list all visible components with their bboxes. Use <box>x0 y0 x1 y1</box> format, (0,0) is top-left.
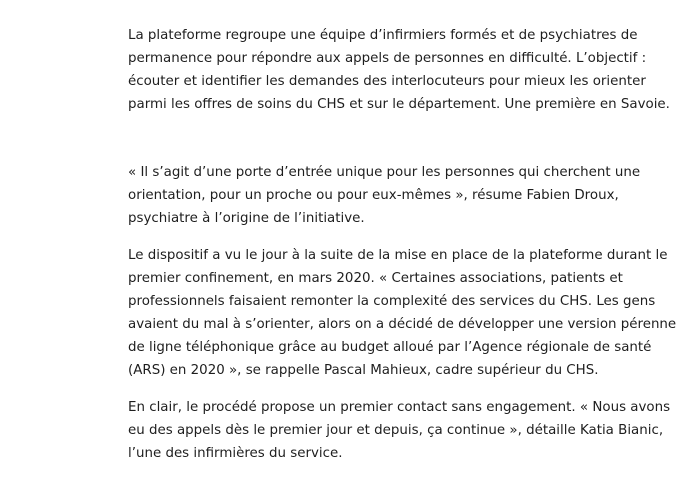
text-line: Le dispositif a vu le jour à la suite de la mise en place de la plateforme durant le <box>128 248 668 263</box>
text-line: psychiatre à l’origine de l’initiative. <box>128 211 365 226</box>
text-line: (ARS) en 2020 », se rappelle Pascal Mahieux, cadre supérieur du CHS. <box>128 363 599 378</box>
text-line: permanence pour répondre aux appels de personnes en difficulté. L’objectif : <box>128 51 647 66</box>
text-line: En clair, le procédé propose un premier contact sans engagement. « Nous avons <box>128 400 671 415</box>
text-line: « Il s’agit d’une porte d’entrée unique pour les personnes qui cherchent une <box>128 165 641 180</box>
text-line: premier confinement, en mars 2020. « Certaines associations, patients et <box>128 271 623 286</box>
paragraph-platform-description <box>128 24 670 116</box>
text-line: La plateforme regroupe une équipe d’infirmiers formés et de psychiatres de <box>128 28 638 43</box>
text-line: écouter et identifier les demandes des interlocuteurs pour mieux les orienter <box>128 74 646 89</box>
text-line: parmi les offres de soins du CHS et sur le département. Une première en Savoie. <box>128 97 670 112</box>
paragraph-mahieux-quote <box>128 244 676 382</box>
text-line: avaient du mal à s’orienter, alors on a décidé de développer une version pérenne <box>128 317 677 332</box>
text-line: orientation, pour un proche ou pour eux-mêmes », résume Fabien Droux, <box>128 188 619 203</box>
text-line: eu des appels dès le premier jour et depuis, ça continue », détaille Katia Bianic, <box>128 423 664 438</box>
text-line: professionnels faisaient remonter la complexité des services du CHS. Les gens <box>128 294 656 309</box>
paragraph-bianic-quote <box>128 396 670 465</box>
text-line: l’une des infirmières du service. <box>128 446 343 461</box>
text-line: de ligne téléphonique grâce au budget alloué par l’Agence régionale de santé <box>128 340 652 355</box>
paragraph-droux-quote <box>128 161 640 230</box>
